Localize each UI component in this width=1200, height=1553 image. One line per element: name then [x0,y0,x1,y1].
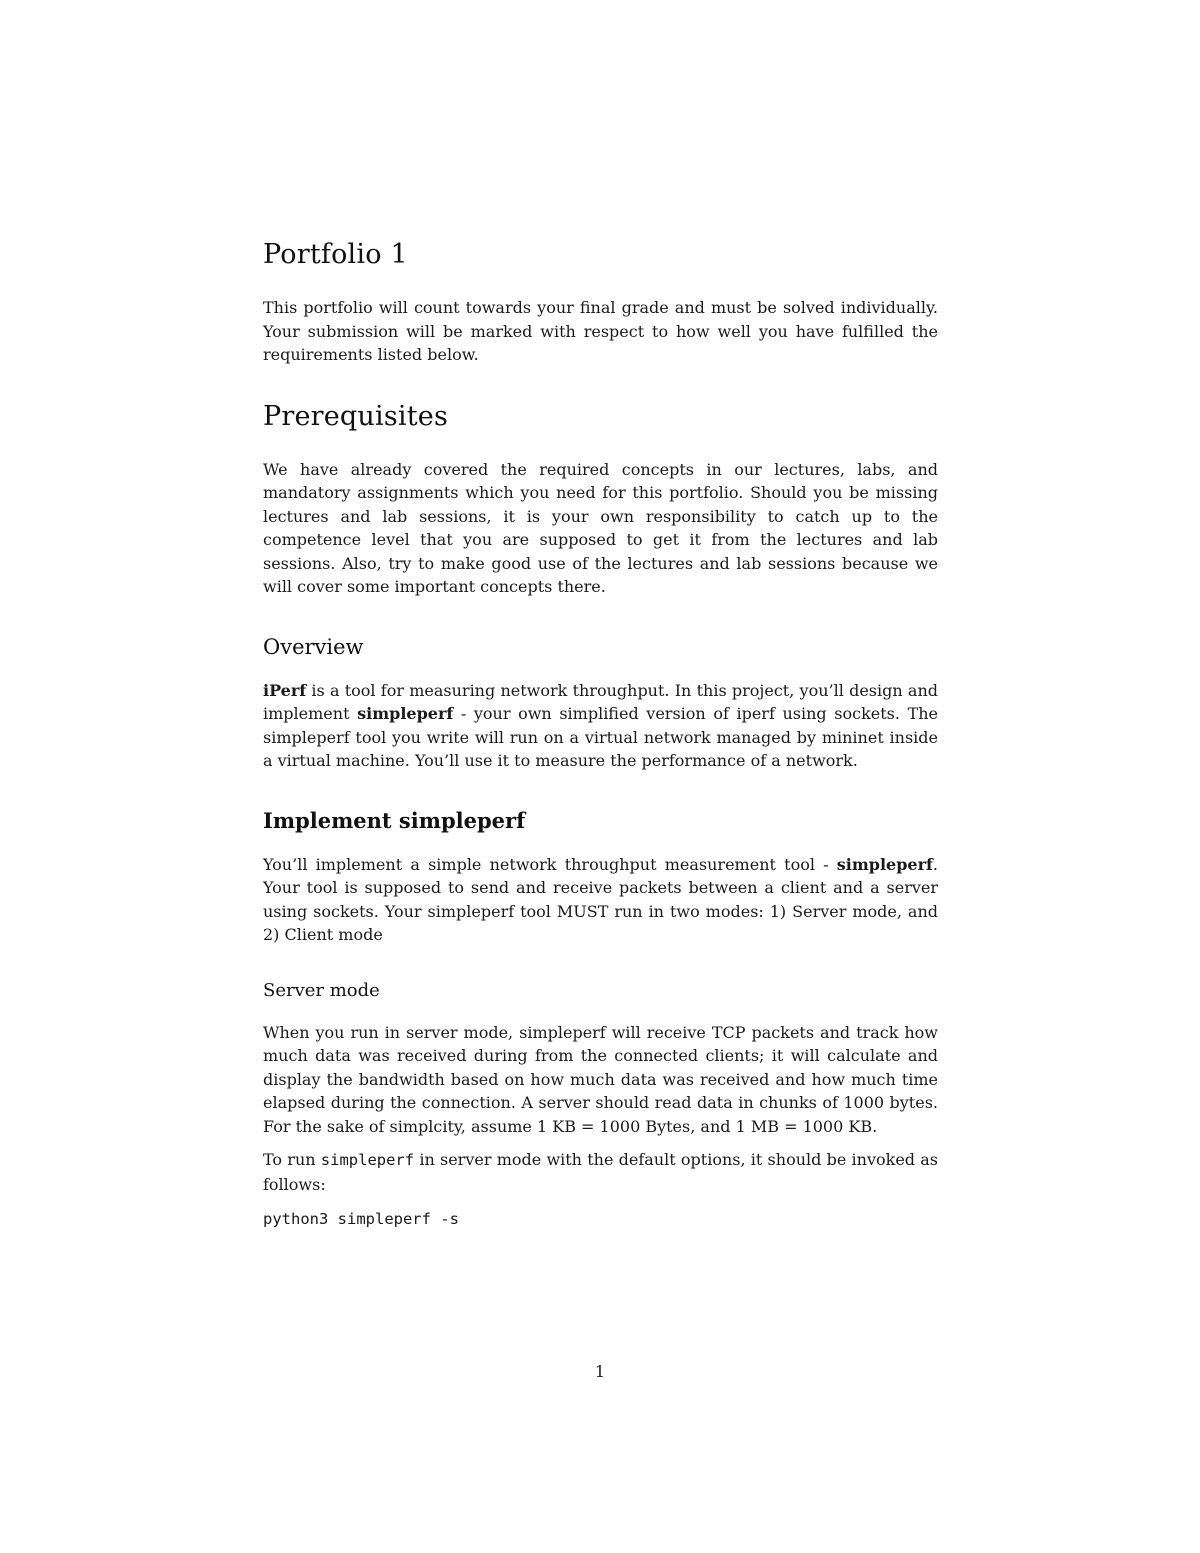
prerequisites-paragraph: We have already covered the required concepts in our lectures, labs, and mandatory assignments which you need for this portfolio. Should you be missing lectures and lab sessions, it is your own responsibility to catch up to the competence level that you are supposed to get it from the lectures and lab sessions. Also, try to make good use of the lectures and lab sessions because we will cover some important concepts there. [263,459,938,596]
document-title: Portfolio 1 [263,239,408,270]
prerequisites-heading: Prerequisites [263,400,449,432]
inline-code-simpleperf: simpleperf [320,1151,415,1169]
server-mode-paragraph-1: When you run in server mode, simpleperf will receive TCP packets and track how much data was received during from the connected clients; it will calculate and display the bandwidth based on how much data was received and how much time elapsed during the connection. A server should read data in chunks of 1000 bytes. For the sake of simplcity, assume 1 KB = 1000 Bytes, and 1 MB = 1000 KB. [263,1022,938,1136]
overview-text-1: is a tool for measuring network throughput. In this project, you’ll design and implement [263,680,938,723]
overview-heading: Overview [263,634,364,659]
overview-paragraph [263,679,938,773]
server-mode-heading: Server mode [263,979,380,1001]
implement-heading: Implement simpleperf [263,807,526,833]
intro-paragraph: This portfolio will count towards your final grade and must be solved individually. Your submission will be marked with respect to how well you have fulfilled the requirements listed below. [263,298,938,364]
server-mode-text-suffix: in server mode with the default options, it should be invoked as follows: [263,1150,938,1194]
server-mode-text-prefix: To run [263,1150,321,1169]
server-mode-paragraph-2 [263,1148,938,1196]
term-simpleperf-2: simpleperf [836,854,933,874]
term-iperf: iPerf [263,680,307,700]
term-simpleperf: simpleperf [357,704,454,723]
implement-paragraph [263,853,938,947]
overview-text-2: - your own simplified version of iperf using sockets. The simpleperf tool you write will run on a virtual network managed by mininet inside a virtual machine. You’ll use it to measure the performance of a network. [263,704,939,770]
page-content [263,238,938,1232]
page-number: 1 [594,1362,606,1381]
implement-text-1: You’ll implement a simple network throughput measurement tool - [263,854,837,874]
implement-text-2: . Your tool is supposed to send and receive packets between a client and a server using sockets. Your simpleperf tool MUST run in two modes: 1) Server mode, and 2) Client mode [263,854,938,944]
command-line: python3 simpleperf -s [263,1210,459,1228]
